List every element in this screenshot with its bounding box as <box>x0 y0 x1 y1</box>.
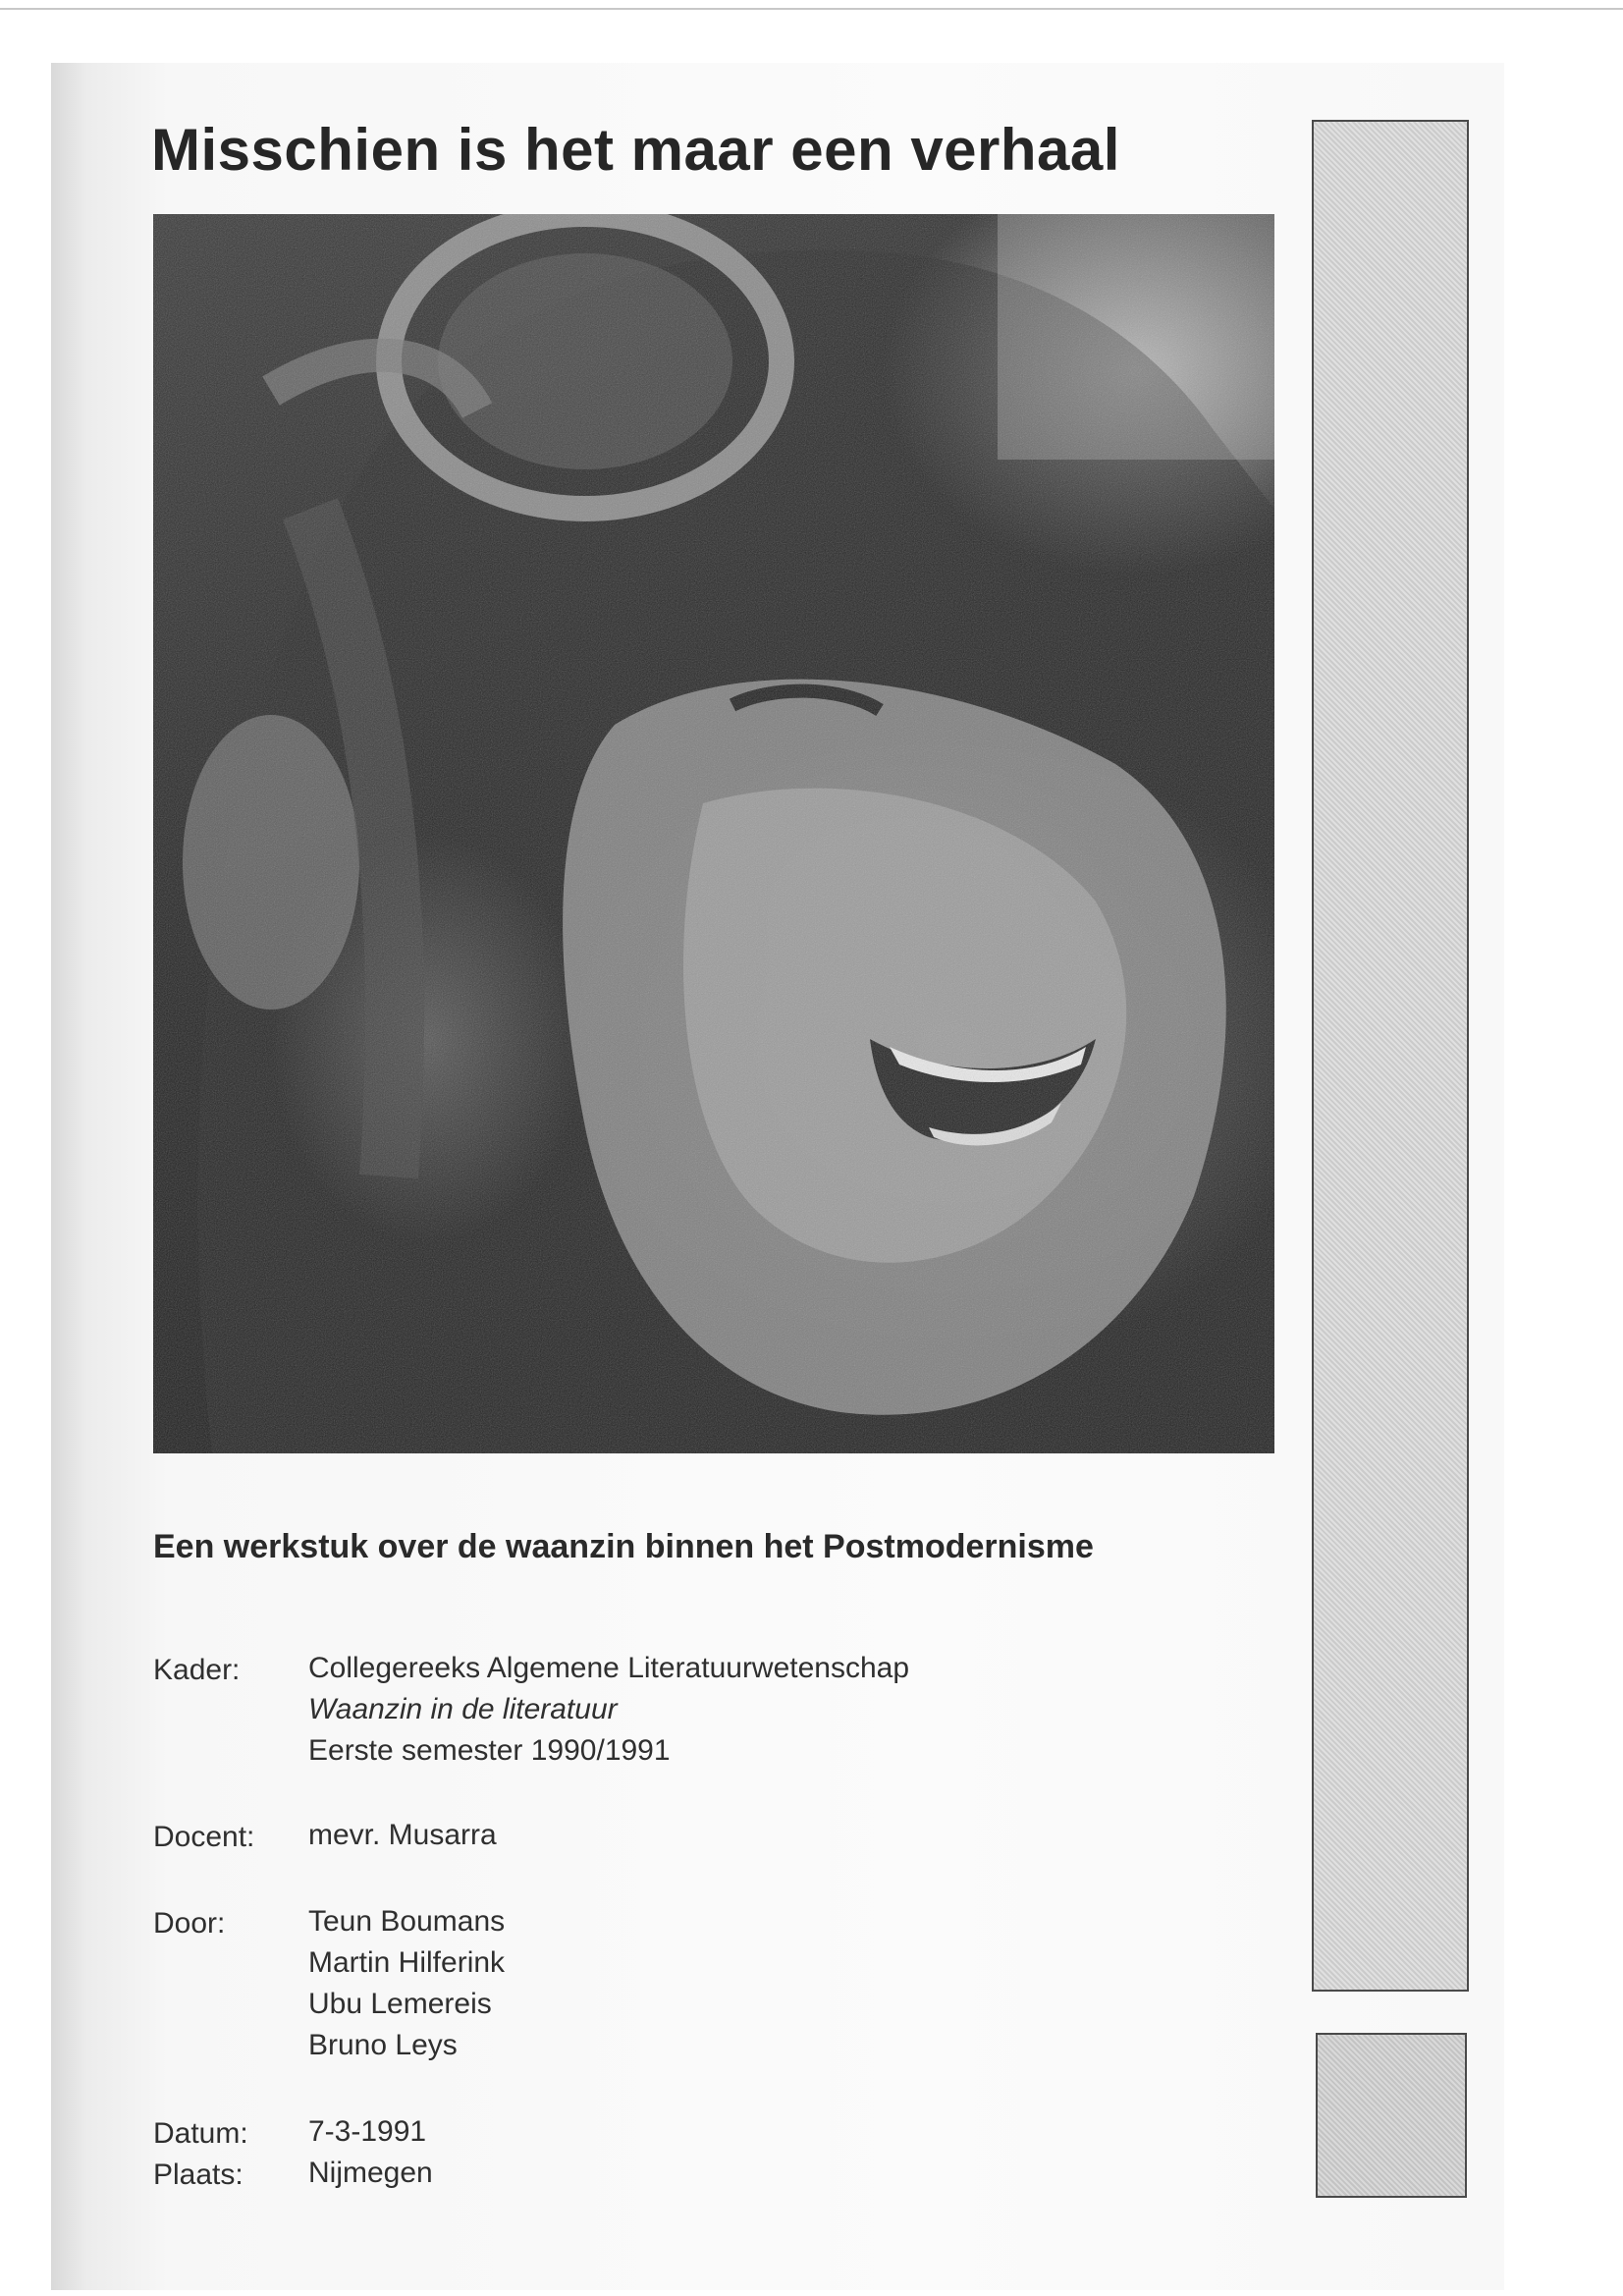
decorative-sidebar <box>1312 120 1469 1992</box>
kader-line: Waanzin in de literatuur <box>308 1693 618 1725</box>
datum-value: 7-3-1991 <box>308 2115 427 2148</box>
kader-label: Kader: <box>153 1654 241 1686</box>
author-name: Bruno Leys <box>308 2029 458 2061</box>
plaats-label: Plaats: <box>153 2159 243 2191</box>
author-name: Teun Boumans <box>308 1905 506 1938</box>
aviator-portrait-icon <box>153 214 1274 1453</box>
docent-label: Docent: <box>153 1821 255 1853</box>
kader-line: Collegereeks Algemene Literatuurwetenschap <box>308 1652 910 1684</box>
author-name: Ubu Lemereis <box>308 1988 492 2020</box>
docent-value: mevr. Musarra <box>308 1819 497 1851</box>
page-title: Misschien is het maar een verhaal <box>151 117 1120 183</box>
cover-photo <box>153 214 1274 1453</box>
plaats-value: Nijmegen <box>308 2157 433 2189</box>
door-label: Door: <box>153 1907 226 1940</box>
subtitle: Een werkstuk over de waanzin binnen het Postmodernisme <box>153 1528 1094 1565</box>
kader-line: Eerste semester 1990/1991 <box>308 1734 671 1767</box>
decorative-box <box>1316 2033 1467 2198</box>
author-name: Martin Hilferink <box>308 1946 506 1979</box>
datum-label: Datum: <box>153 2117 248 2150</box>
scan-edge-line <box>0 8 1623 10</box>
